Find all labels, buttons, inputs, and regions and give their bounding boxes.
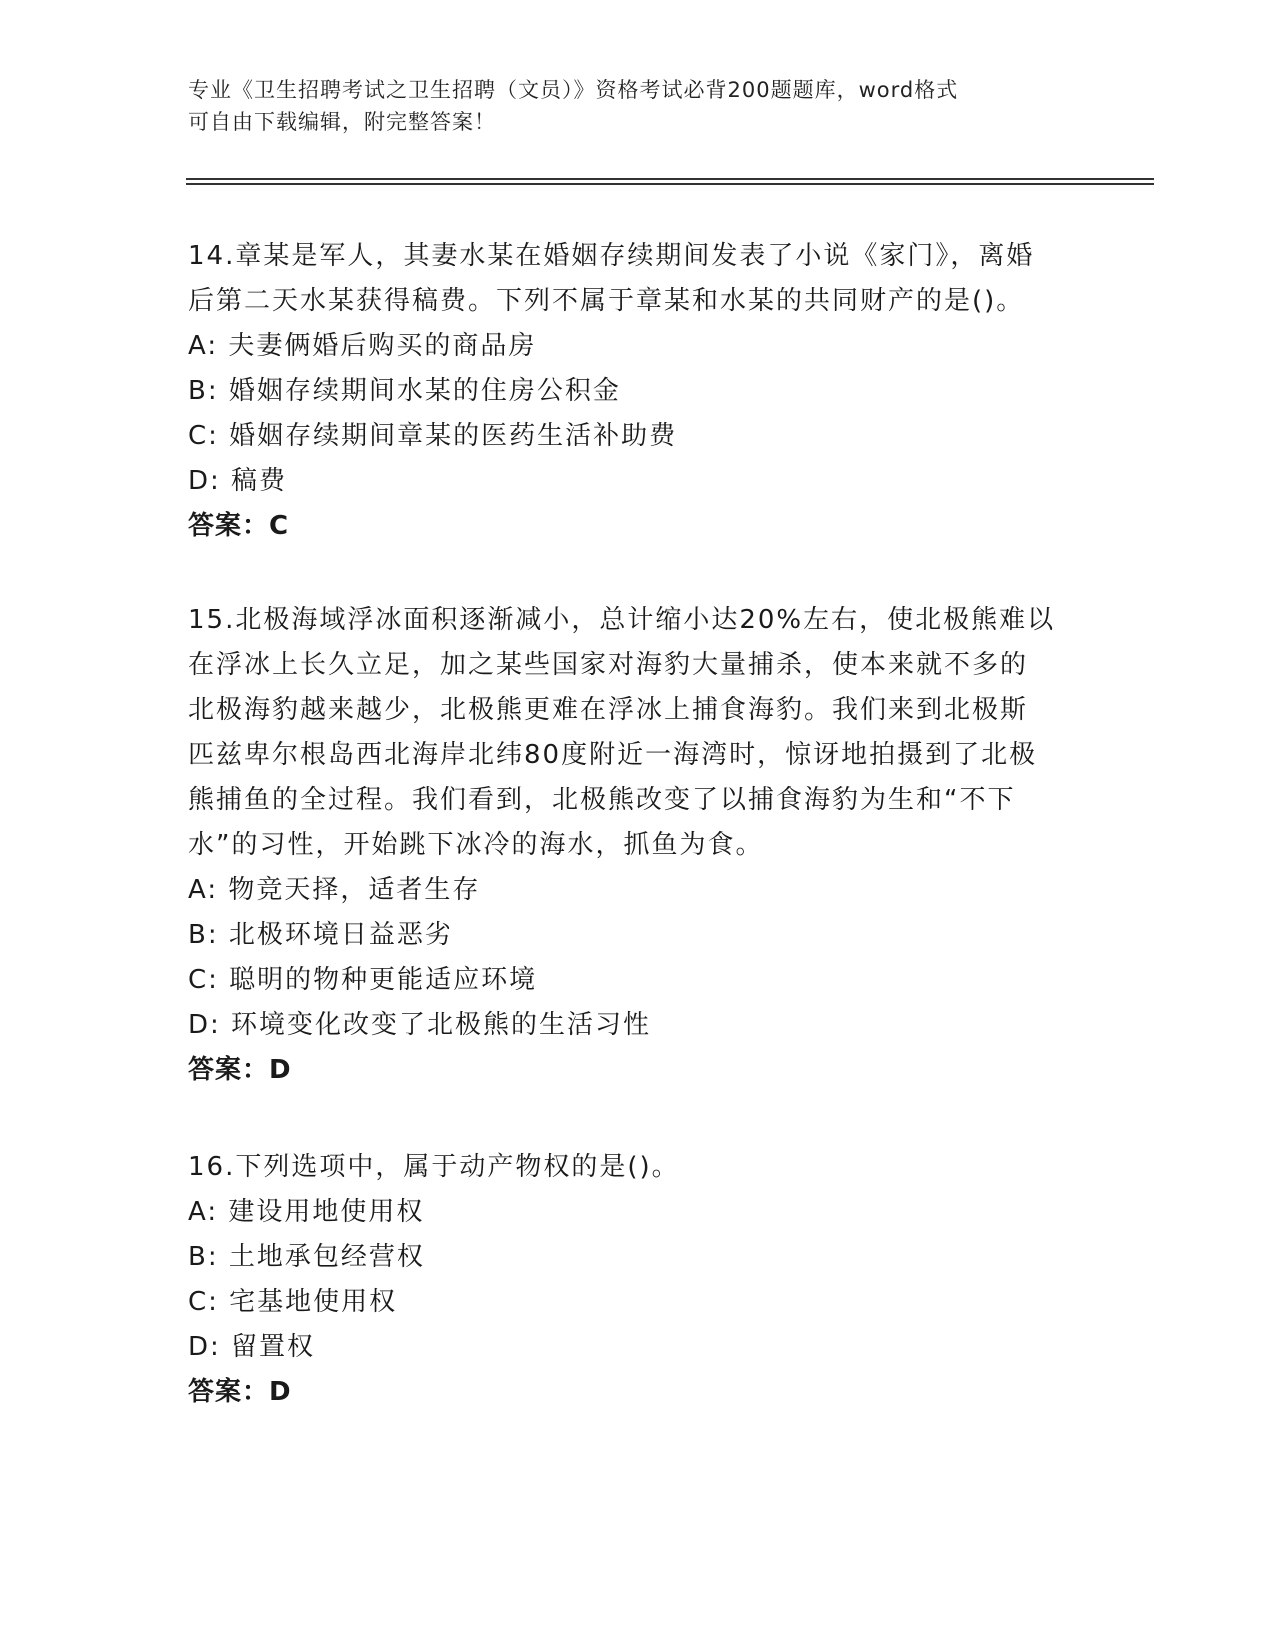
question-14 <box>188 234 1068 549</box>
question-stem-line: 14.章某是军人，其妻水某在婚姻存续期间发表了小说《家门》，离婚 <box>188 241 1035 271</box>
document-header <box>188 74 1068 138</box>
answer-label: 答案：C <box>188 511 290 541</box>
question-stem-line: 匹兹卑尔根岛西北海岸北纬80度附近一海湾时，惊讶地拍摄到了北极 <box>188 740 1038 770</box>
option-a: A: 物竞天择，适者生存 <box>188 875 481 905</box>
option-b: B: 土地承包经营权 <box>188 1242 425 1272</box>
header-line-1: 专业《卫生招聘考试之卫生招聘（文员）》资格考试必背200题题库，word格式 <box>188 78 959 102</box>
option-d: D: 留置权 <box>188 1332 316 1362</box>
question-stem-line: 水”的习性，开始跳下冰冷的海水，抓鱼为食。 <box>188 830 764 860</box>
question-stem-line: 北极海豹越来越少，北极熊更难在浮冰上捕食海豹。我们来到北极斯 <box>188 695 1029 725</box>
option-c: C: 宅基地使用权 <box>188 1287 398 1317</box>
option-c: C: 婚姻存续期间章某的医药生活补助费 <box>188 421 678 451</box>
header-line-2: 可自由下载编辑，附完整答案！ <box>188 110 496 134</box>
option-a: A: 夫妻俩婚后购买的商品房 <box>188 331 537 361</box>
question-stem-line: 在浮冰上长久立足，加之某些国家对海豹大量捕杀，使本来就不多的 <box>188 650 1029 680</box>
question-stem-line: 16.下列选项中，属于动产物权的是()。 <box>188 1152 680 1182</box>
option-c: C: 聪明的物种更能适应环境 <box>188 965 538 995</box>
question-stem-line: 15.北极海域浮冰面积逐渐减小，总计缩小达20%左右，使北极熊难以 <box>188 605 1056 635</box>
question-15 <box>188 598 1068 1093</box>
question-stem-line: 后第二天水某获得稿费。下列不属于章某和水某的共同财产的是()。 <box>188 286 1025 316</box>
header-divider-top <box>186 178 1154 180</box>
option-b: B: 婚姻存续期间水某的住房公积金 <box>188 376 621 406</box>
answer-label: 答案：D <box>188 1377 292 1407</box>
option-d: D: 稿费 <box>188 466 288 496</box>
question-stem-line: 熊捕鱼的全过程。我们看到，北极熊改变了以捕食海豹为生和“不下 <box>188 785 1016 815</box>
answer-label: 答案：D <box>188 1055 292 1085</box>
question-16 <box>188 1145 1068 1415</box>
option-d: D: 环境变化改变了北极熊的生活习性 <box>188 1010 652 1040</box>
option-a: A: 建设用地使用权 <box>188 1197 425 1227</box>
option-b: B: 北极环境日益恶劣 <box>188 920 453 950</box>
header-divider-bottom <box>186 183 1154 185</box>
